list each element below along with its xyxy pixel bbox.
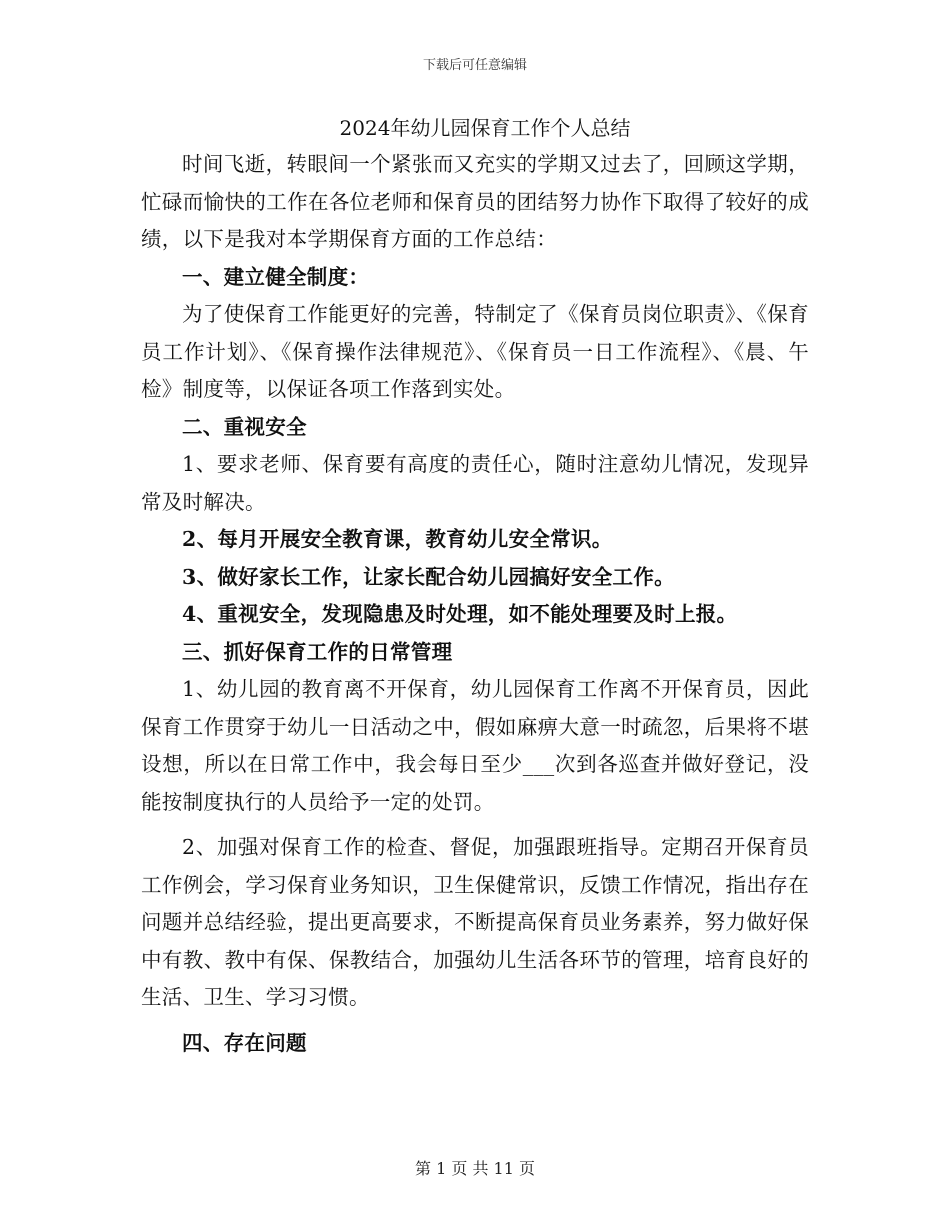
section-1-paragraph: 为了使保育工作能更好的完善，特制定了《保育员岗位职责》、《保育员工作计划》、《保育操作法律规范》、《保育员一日工作流程》、《晨、午检》制度等，以保证各项工作落到实处。 [141, 302, 809, 401]
section-2-item-4: 4、重视安全，发现隐患及时处理，如不能处理要及时上报。 [182, 602, 738, 626]
document-title: 2024年幼儿园保育工作个人总结 [339, 116, 631, 140]
section-2-item-3: 3、做好家长工作，让家长配合幼儿园搞好安全工作。 [182, 564, 675, 589]
section-heading-3: 三、抓好保育工作的日常管理 [182, 639, 453, 664]
section-heading-1: 一、建立健全制度： [182, 264, 370, 289]
document-body [141, 112, 809, 1062]
section-2-item-1: 1、要求老师、保育要有高度的责任心，随时注意幼儿情况，发现异常及时解决。 [141, 452, 809, 514]
page-header: 下载后可任意编辑 [422, 58, 527, 73]
paragraph-spacer [141, 1017, 809, 1025]
page-footer: 第 1 页 共 11 页 [415, 1159, 535, 1178]
intro-paragraph: 时间飞逝，转眼间一个紧张而又充实的学期又过去了，回顾这学期，忙碌而愉快的工作在各位老师和保育员的团结努力协作下取得了较好的成绩，以下是我对本学期保育方面的工作总结： [141, 152, 809, 251]
paragraph-spacer [141, 821, 809, 829]
section-3-item-1: 1、幼儿园的教育离不开保育，幼儿园保育工作离不开保育员，因此保育工作贯穿于幼儿一日活动之中，假如麻痹大意一时疏忽，后果将不堪设想，所以在日常工作中，我会每日至少___次到各巡查并做好登记，没能按制度执行的人员给予一定的处罚。 [141, 677, 809, 814]
section-heading-4: 四、存在问题 [182, 1030, 307, 1055]
section-2-item-2: 2、每月开展安全教育课，教育幼儿安全常识。 [182, 527, 613, 551]
section-heading-2: 二、重视安全 [182, 414, 307, 439]
section-3-item-2: 2、加强对保育工作的检查、督促，加强跟班指导。定期召开保育员工作例会，学习保育业务知识，卫生保健常识，反馈工作情况，指出存在问题并总结经验，提出更高要求，不断提高保育员业务素养，努力做好保中有教、教中有保、保教结合，加强幼儿生活各环节的管理，培育良好的生活、卫生、学习习惯。 [141, 835, 809, 1009]
